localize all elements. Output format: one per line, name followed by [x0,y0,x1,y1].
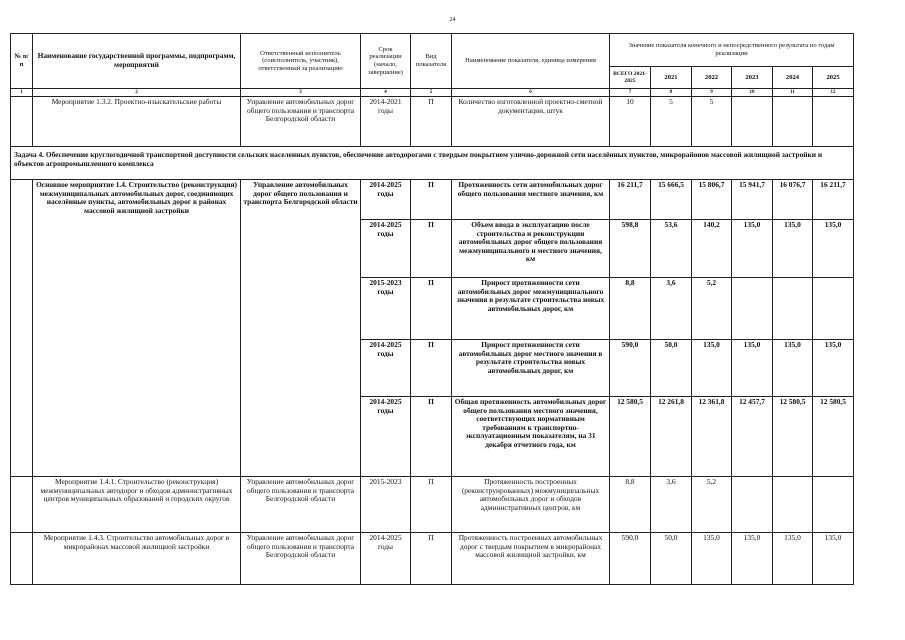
indicators-table [10,33,854,585]
value-2021: 3,6 [651,278,692,340]
value-total: 16 211,7 [610,180,651,220]
term: 2014-2025 годы [361,533,411,585]
header-values-group: Значение показателя конечного и непосредственного результата по годам реализации [610,34,854,67]
col-number: 4 [361,89,411,97]
header-2024: 2024 [773,67,813,89]
header-2025: 2025 [813,67,854,89]
value-total: 8,8 [610,477,651,533]
value-2021: 3,6 [651,477,692,533]
value-2021: 15 666,5 [651,180,692,220]
table-row [11,533,854,585]
activity-name: Мероприятие 1.3.2. Проектно-изыскательские работы [33,97,241,147]
value-2024: 135,0 [773,533,813,585]
value-2025: 135,0 [813,533,854,585]
value-2025: 135,0 [813,220,854,278]
value-2024 [773,97,813,147]
value-2025 [813,477,854,533]
value-2022: 5,2 [692,278,732,340]
indicator-type: П [411,340,452,397]
value-2024: 135,0 [773,220,813,278]
table-row [11,477,854,533]
value-2021: 12 261,8 [651,397,692,477]
value-2023: 15 941,7 [732,180,773,220]
table-row [11,97,854,147]
term: 2014-2025 годы [361,340,411,397]
col-number: 7 [610,89,651,97]
header-term: Срок реализации (начало, завершение) [361,34,411,89]
value-2021: 5 [651,97,692,147]
value-2023: 12 457,7 [732,397,773,477]
value-2025: 135,0 [813,340,854,397]
indicator-name: Общая протяженность автомобильных дорог общего пользования местного значения, соответствующих нормативным требованиям к транспортно-эксплуатационным показателям, на 31 декабря отчетного года, км [452,397,610,477]
activity-name: Мероприятие 1.4.3. Строительство автомобильных дорог в микрорайонах массовой жилищной застройки [33,533,241,585]
value-2024: 16 076,7 [773,180,813,220]
header-2022: 2022 [692,67,732,89]
page-number: 24 [449,17,456,23]
task-4-title: Задача 4. Обеспечение круглогодичной транспортной доступности сельских населенных пунктов, обеспечение автодорогами с твердым покрытием улично-дорожной сети населённых пунктов, микрорайонов массовой жилищной застройки и объектов агропромышленного комплекса [11,147,854,180]
value-2023 [732,477,773,533]
header-total: ВСЕГО 2021-2025 [610,67,651,89]
main-activity-name: Основное мероприятие 1.4. Строительство (реконструкция) межмуниципальных автомобильных дорог, соединяющих населённые пункты, автомобильных дорог в районах массовой жилищной застройки [33,180,241,477]
term: 2014-2025 годы [361,397,411,477]
term: 2015-2023 [361,477,411,533]
indicator-name: Протяженность построенных (реконструированных) межмуниципальных автомобильных дорог и обходов административных центров, км [452,477,610,533]
col-number: 8 [651,89,692,97]
term: 2014-2021 годы [361,97,411,147]
indicator-name: Прирост протяженности сети автомобильных дорог межмуниципального значения в результате строительства новых автомобильных дорог, км [452,278,610,340]
header-indicator: Наименование показателя, единица измерения [452,34,610,89]
value-2024 [773,278,813,340]
value-total: 598,8 [610,220,651,278]
table-row [11,180,854,220]
indicator-name: Объем ввода в эксплуатацию после строительства и реконструкции автомобильных дорог общего пользования межмуниципального и местного значения, км [452,220,610,278]
header-row [11,34,854,67]
indicator-type: П [411,278,452,340]
value-2021: 53,6 [651,220,692,278]
value-2024 [773,477,813,533]
value-2022: 135,0 [692,533,732,585]
header-2021: 2021 [651,67,692,89]
value-total: 590,0 [610,533,651,585]
executor: Управление автомобильных дорог общего пользования и транспорта Белгородской области [241,180,361,477]
term: 2015-2023 годы [361,278,411,340]
column-number-row [11,89,854,97]
col-number: 10 [732,89,773,97]
indicator-type: П [411,477,452,533]
value-total: 12 580,5 [610,397,651,477]
executor: Управление автомобильных дорог общего пользования и транспорта Белгородской области [241,533,361,585]
value-2022: 5,2 [692,477,732,533]
value-total: 8,8 [610,278,651,340]
value-2025 [813,97,854,147]
value-2025 [813,278,854,340]
indicator-name: Прирост протяженности сети автомобильных дорог местного значения в результате строительства новых автомобильных дорог, км [452,340,610,397]
executor: Управление автомобильных дорог общего пользования и транспорта Белгородской области [241,477,361,533]
value-total: 590,0 [610,340,651,397]
value-2024: 135,0 [773,340,813,397]
header-name: Наименование государственной программы, подпрограмм, мероприятий [33,34,241,89]
col-number: 11 [773,89,813,97]
value-2023: 135,0 [732,220,773,278]
value-2025: 16 211,7 [813,180,854,220]
col-number: 12 [813,89,854,97]
indicator-name: Протяженность построенных автомобильных дорог с твердым покрытием в микрорайонах массовой жилищной застройки, км [452,533,610,585]
term: 2014-2025 годы [361,180,411,220]
value-2022: 135,0 [692,340,732,397]
indicator-type: П [411,97,452,147]
value-2022: 12 361,8 [692,397,732,477]
value-2023: 135,0 [732,533,773,585]
task-row [11,147,854,180]
value-2023 [732,97,773,147]
indicator-type: П [411,220,452,278]
col-number: 1 [11,89,33,97]
value-2022: 140,2 [692,220,732,278]
value-2021: 50,0 [651,340,692,397]
activity-name: Мероприятие 1.4.1. Строительство (реконструкция) межмуниципальных автодорог и обходов административных центров муниципальных образований и городских округов [33,477,241,533]
indicator-type: П [411,533,452,585]
col-number: 2 [33,89,241,97]
indicator-type: П [411,397,452,477]
value-2022: 5 [692,97,732,147]
col-number: 6 [452,89,610,97]
indicator-name: Количество изготовленной проектно-сметной документации, штук [452,97,610,147]
value-2021: 50,0 [651,533,692,585]
value-total: 10 [610,97,651,147]
col-number: 5 [411,89,452,97]
value-2023: 135,0 [732,340,773,397]
header-type: Вид показателя [411,34,452,89]
value-2024: 12 580,5 [773,397,813,477]
indicator-name: Протяженность сети автомобильных дорог общего пользования местного значения, км [452,180,610,220]
term: 2014-2025 годы [361,220,411,278]
value-2022: 15 806,7 [692,180,732,220]
header-num: № п/п [11,34,33,89]
col-number: 9 [692,89,732,97]
executor: Управление автомобильных дорог общего пользования и транспорта Белгородской области [241,97,361,147]
header-executor: Ответственный исполнитель (соисполнитель, участник), ответственный за реализацию [241,34,361,89]
header-2023: 2023 [732,67,773,89]
col-number: 3 [241,89,361,97]
value-2025: 12 580,5 [813,397,854,477]
indicator-type: П [411,180,452,220]
value-2023 [732,278,773,340]
